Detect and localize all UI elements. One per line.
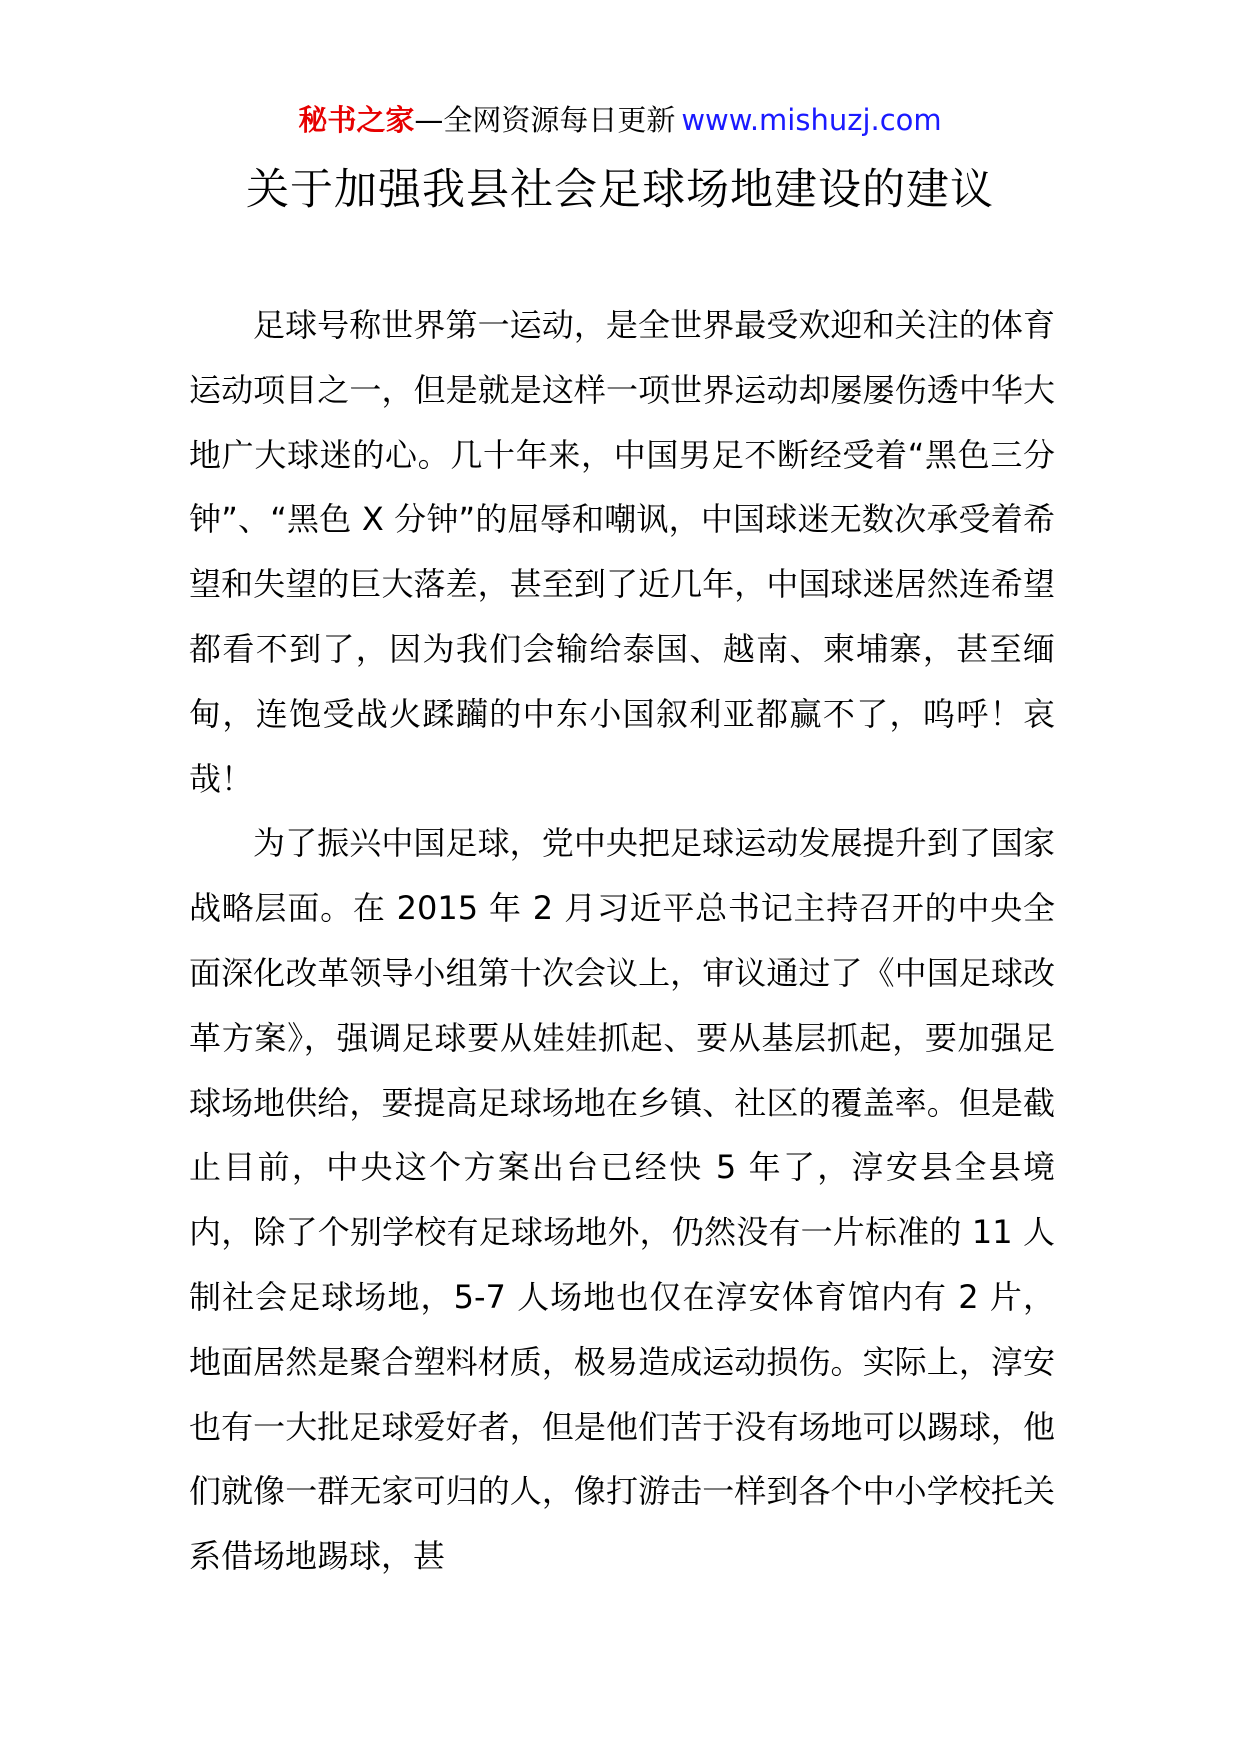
- site-url-link[interactable]: www.mishuzj.com: [681, 103, 942, 137]
- brand-name: 秘书之家: [298, 103, 415, 137]
- document-title: 关于加强我县社会足球场地建设的建议: [246, 165, 994, 215]
- paragraph-1: 足球号称世界第一运动，是全世界最受欢迎和关注的体育运动项目之一，但是就是这样一项世界运动却屡屡伤透中华大地广大球迷的心。几十年来，中国男足不断经受着“黑色三分钟”、“黑色 X 分钟”的屈辱和嘲讽，中国球迷无数次承受着希望和失望的巨大落差，甚至到了近几年，中国球迷居然连希望都看不到了，因为我们会输给泰国、越南、柬埔寨，甚至缅甸，连饱受战火蹂躏的中东小国叙利亚都赢不了，呜呼！哀哉！: [189, 306, 1055, 798]
- paragraph-2: 为了振兴中国足球，党中央把足球运动发展提升到了国家战略层面。在 2015 年 2 月习近平总书记主持召开的中央全面深化改革领导小组第十次会议上，审议通过了《中国足球改革方案》，强调足球要从娃娃抓起、要从基层抓起，要加强足球场地供给，要提高足球场地在乡镇、社区的覆盖率。但是截止目前，中央这个方案出台已经快 5 年了，淳安县全县境内，除了个别学校有足球场地外，仍然没有一片标准的 11 人制社会足球场地，5-7 人场地也仅在淳安体育馆内有 2 片，地面居然是聚合塑料材质，极易造成运动损伤。实际上，淳安也有一大批足球爱好者，但是他们苦于没有场地可以踢球，他们就像一群无家可归的人，像打游击一样到各个中小学校托关系借场地踢球，甚: [189, 824, 1055, 1576]
- site-banner: [0, 100, 1240, 140]
- document-body: [189, 293, 1055, 1589]
- brand-tagline: —全网资源每日更新: [414, 103, 676, 137]
